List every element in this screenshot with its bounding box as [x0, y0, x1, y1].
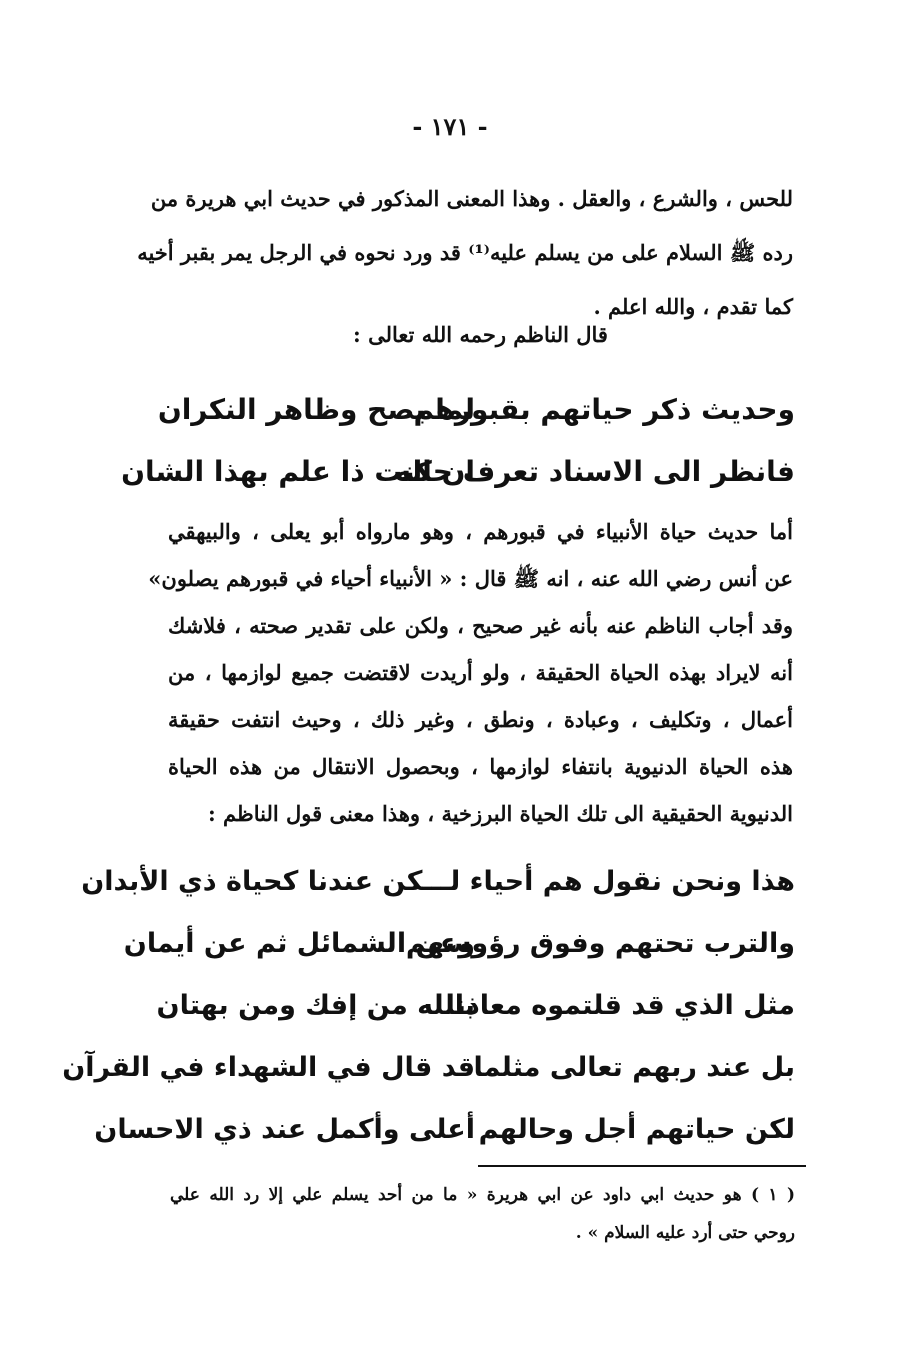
verse	[62, 1036, 795, 1098]
footnote-line: روحي حتى أرد عليه السلام » .	[575, 1223, 795, 1243]
text-line: أما حديث حياة الأنبياء في قبورهم ، وهو مارواه أبو يعلى ، والبيهقي	[168, 519, 793, 544]
verse	[121, 440, 795, 502]
poem-stanza-2	[62, 850, 795, 1160]
text-line: رده ﷺ السلام على من يسلم عليه⁽¹⁾ قد ورد نحوه في الرجل يمر بقبر أخيه	[137, 240, 793, 265]
text-line: هذه الحياة الدنيوية بانتفاء لوازمها ، وبحصول الانتقال من هذه الحياة	[168, 754, 793, 779]
verse	[157, 378, 795, 440]
verse	[156, 974, 795, 1036]
hemistich-first: بل عند ربهم تعالى مثلما	[473, 1051, 795, 1083]
text-line: أعمال ، وتكليف ، وعبادة ، ونطق ، وغير ذلك ، وحيث انتفت حقيقة	[168, 707, 793, 732]
text-line: وقد أجاب الناظم عنه بأنه غير صحيح ، ولكن على تقدير صحته ، فلاشك	[168, 613, 793, 638]
verse	[123, 912, 795, 974]
hemistich-first: فانظر الى الاسناد تعرف حاله	[394, 454, 795, 488]
poem-stanza-1	[121, 378, 795, 502]
hemistich-second: قد قال في الشهداء في القرآن	[62, 1051, 475, 1083]
hemistich-first: والترب تحتهم وفوق رؤوسهم	[405, 927, 795, 959]
hemistich-second: أعلى وأكمل عند ذي الاحسان	[94, 1113, 475, 1145]
hemistich-first: وحديث ذكر حياتهم بقبورهم	[413, 392, 795, 426]
hemistich-first: مثل الذي قد قلتموه معاذنا	[445, 989, 795, 1021]
verse	[94, 1098, 795, 1160]
hemistich-second: وعن الشمائل ثم عن أيمان	[123, 927, 475, 959]
text-line: للحس ، والشرع ، والعقل . وهذا المعنى المذكور في حديث ابي هريرة من	[150, 186, 793, 211]
page-number: - ١٧١ -	[412, 112, 488, 141]
poem-intro: قال الناظم رحمه الله تعالى :	[353, 322, 608, 347]
hemistich-second: بالله من إفك ومن بهتان	[156, 989, 475, 1021]
text-line: كما تقدم ، والله اعلم .	[593, 294, 793, 319]
verse	[81, 850, 795, 912]
hemistich-first: لكن حياتهم أجل وحالهم	[478, 1113, 795, 1145]
hemistich-second: لما يصح وظاهر النكران	[157, 392, 475, 426]
footnote	[170, 1176, 795, 1252]
footnote-line: ( ١ ) هو حديث ابي داود عن ابي هريرة « ما من أحد يسلم علي إلا رد الله علي	[170, 1185, 795, 1205]
footnote-divider	[478, 1165, 806, 1167]
verse-full: هذا ونحن نقول هم أحياء لـــكن عندنا كحياة ذي الأبدان	[81, 865, 795, 897]
text-line: أنه لايراد بهذه الحياة الحقيقة ، ولو أريدت لاقتضت جميع لوازمها ، من	[168, 660, 793, 685]
text-line: عن أنس رضي الله عنه ، انه ﷺ قال : « الأنبياء أحياء في قبورهم يصلون»	[148, 566, 793, 591]
paragraph-opening	[137, 172, 793, 334]
text-line: الدنيوية الحقيقية الى تلك الحياة البرزخية ، وهذا معنى قول الناظم :	[207, 801, 793, 826]
hemistich-second: ان كنت ذا علم بهذا الشان	[121, 454, 475, 488]
paragraph-commentary	[148, 508, 793, 837]
